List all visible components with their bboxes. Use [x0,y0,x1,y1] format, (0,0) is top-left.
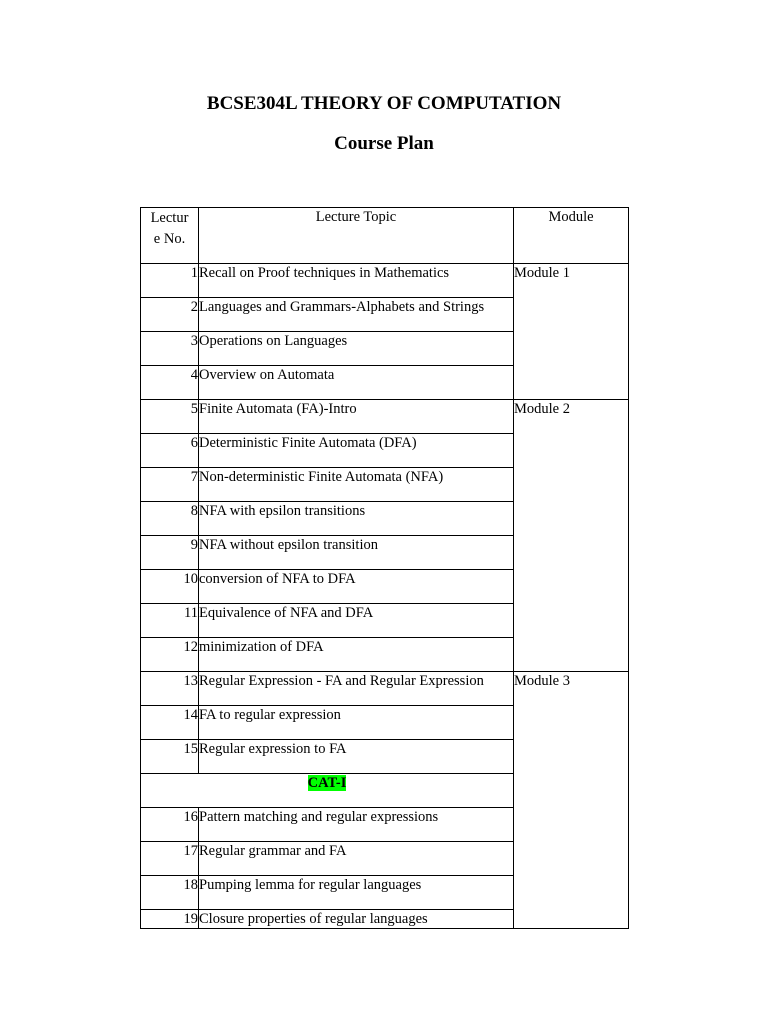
header-module: Module [514,208,629,264]
lecture-topic-cell: NFA with epsilon transitions [199,502,514,536]
module-cell: Module 2 [514,400,629,672]
lecture-no-cell: 13 [141,672,199,706]
header-lecture-no-line1: Lectur [150,210,189,226]
lecture-no-cell: 9 [141,536,199,570]
lecture-no-cell: 16 [141,808,199,842]
lecture-topic-cell: Pattern matching and regular expressions [199,808,514,842]
lecture-topic-cell: conversion of NFA to DFA [199,570,514,604]
lecture-topic-cell: Deterministic Finite Automata (DFA) [199,434,514,468]
header-lecture-topic: Lecture Topic [199,208,514,264]
lecture-topic-cell: FA to regular expression [199,706,514,740]
lecture-topic-cell: Non-deterministic Finite Automata (NFA) [199,468,514,502]
lecture-no-cell: 10 [141,570,199,604]
page-title: BCSE304L THEORY OF COMPUTATION [206,93,562,114]
header-lecture-no [141,208,199,264]
module-cell: Module 3 [514,672,629,929]
lecture-topic-cell: Overview on Automata [199,366,514,400]
lecture-topic-cell: Recall on Proof techniques in Mathematics [199,264,514,298]
lecture-topic-cell: Closure properties of regular languages [199,910,514,929]
table-header-row [141,208,629,264]
lecture-topic-cell: Regular Expression - FA and Regular Expression [199,672,514,706]
lecture-no-cell: 18 [141,876,199,910]
lecture-no-cell: 14 [141,706,199,740]
course-plan-table [140,207,629,929]
lecture-topic-cell: NFA without epsilon transition [199,536,514,570]
lecture-topic-cell: Equivalence of NFA and DFA [199,604,514,638]
lecture-no-cell: 7 [141,468,199,502]
lecture-topic-cell: Finite Automata (FA)-Intro [199,400,514,434]
lecture-no-cell: 19 [141,910,199,929]
lecture-no-cell: 8 [141,502,199,536]
module-cell: Module 1 [514,264,629,400]
lecture-no-cell: 11 [141,604,199,638]
lecture-no-cell: 17 [141,842,199,876]
table-row [141,400,629,434]
page-subtitle: Course Plan [334,133,434,154]
cat-cell [141,774,514,808]
lecture-no-cell: 5 [141,400,199,434]
table-row [141,264,629,298]
lecture-topic-cell: Regular grammar and FA [199,842,514,876]
table-row [141,672,629,706]
header-lecture-no-line2: e No. [153,231,186,247]
lecture-topic-cell: Operations on Languages [199,332,514,366]
lecture-no-cell: 12 [141,638,199,672]
lecture-no-cell: 4 [141,366,199,400]
lecture-topic-cell: Pumping lemma for regular languages [199,876,514,910]
lecture-no-cell: 6 [141,434,199,468]
lecture-no-cell: 2 [141,298,199,332]
lecture-topic-cell: Regular expression to FA [199,740,514,774]
lecture-no-cell: 15 [141,740,199,774]
lecture-no-cell: 1 [141,264,199,298]
lecture-no-cell: 3 [141,332,199,366]
cat-label: CAT-I [307,775,347,791]
lecture-topic-cell: Languages and Grammars-Alphabets and Strings [199,298,514,332]
lecture-topic-cell: minimization of DFA [199,638,514,672]
